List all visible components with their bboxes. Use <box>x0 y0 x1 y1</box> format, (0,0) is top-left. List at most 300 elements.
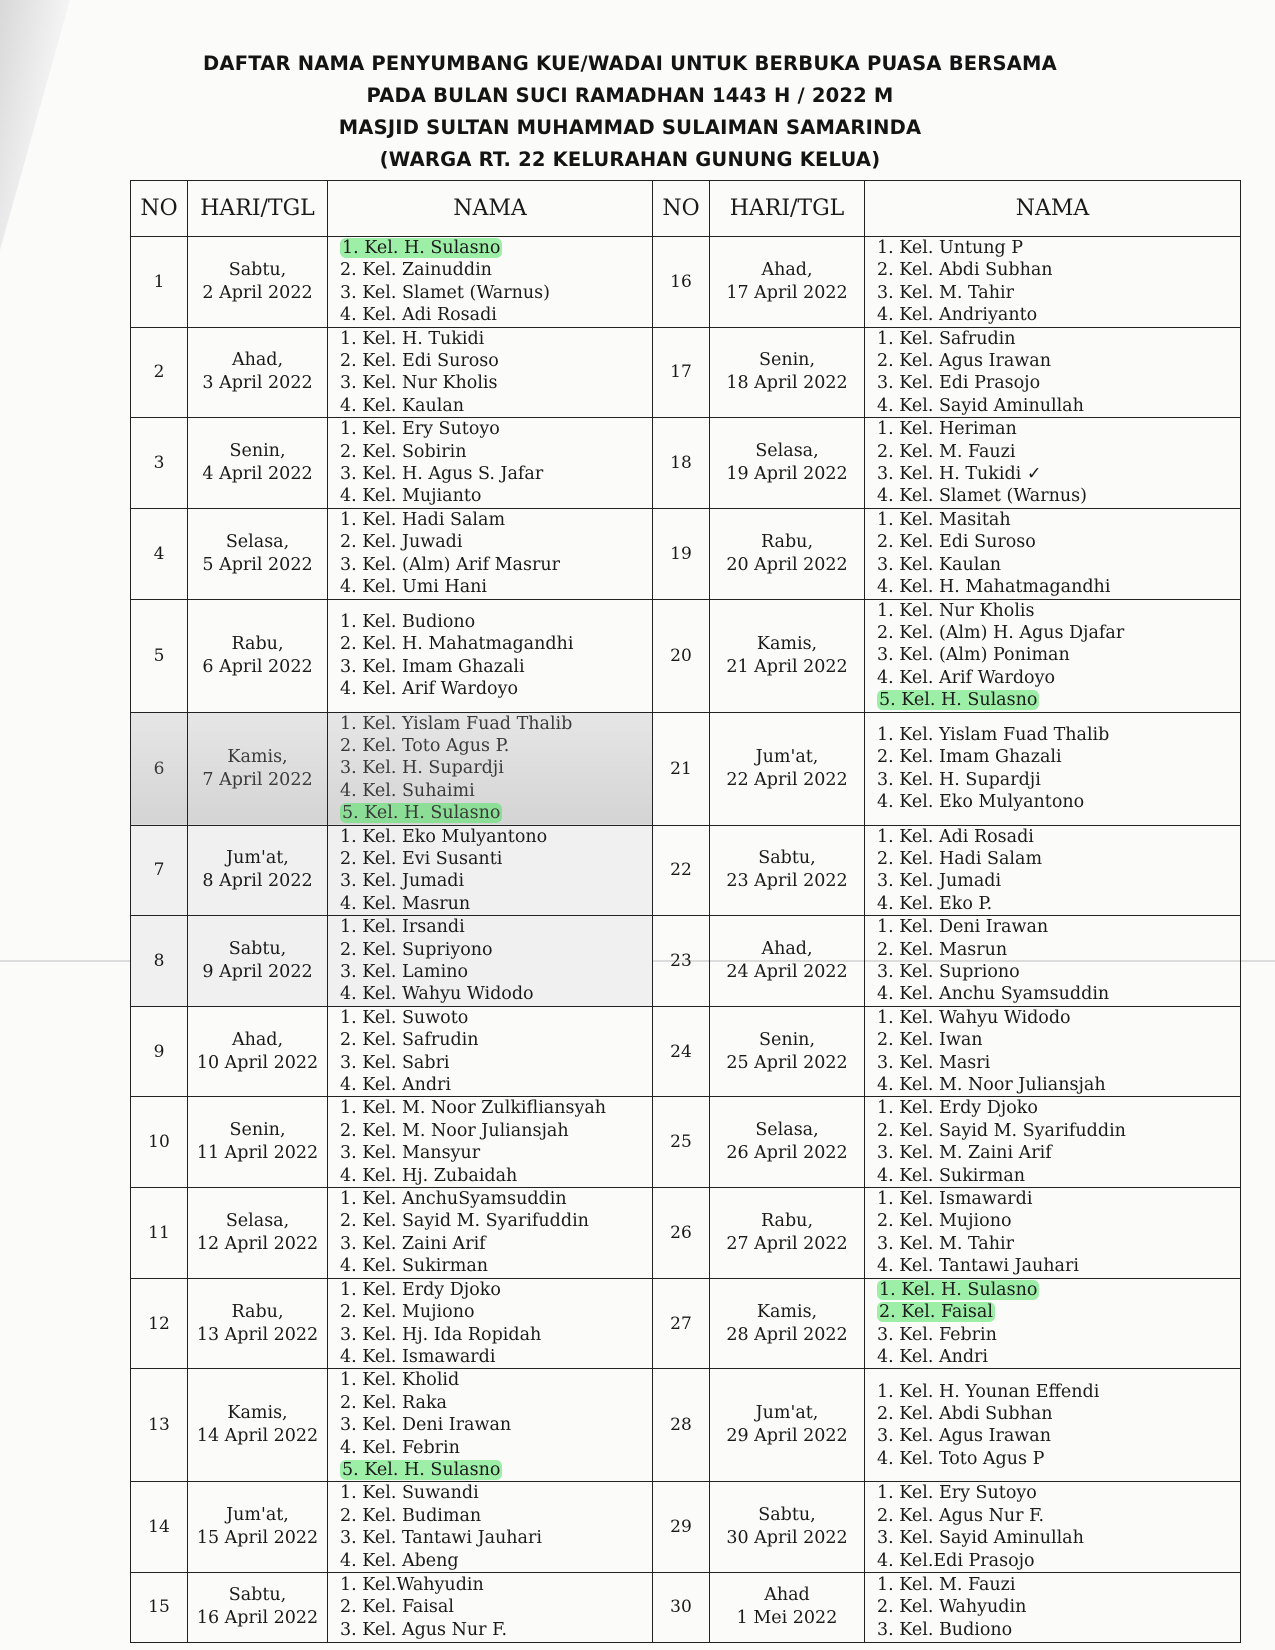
donor-name-text: 1. Kel. Ery Sutoyo <box>877 1483 1037 1504</box>
donor-name <box>877 1619 1240 1641</box>
table-row <box>131 508 1241 599</box>
donor-name-text: 4. Kel. Sukirman <box>340 1256 489 1277</box>
donor-name <box>877 1425 1240 1447</box>
donor-name-text: 2. Kel. Toto Agus P. <box>340 735 510 756</box>
donor-name-text: 3. Kel. M. Tahir <box>877 1233 1014 1254</box>
day-name: Rabu, <box>760 531 814 552</box>
cell-day-date <box>188 1278 328 1369</box>
donor-name <box>340 1369 652 1391</box>
date: 17 April 2022 <box>726 282 848 303</box>
donor-name <box>340 1550 652 1572</box>
cell-day-date <box>710 1097 865 1188</box>
donor-name <box>877 485 1240 507</box>
donor-name-text: 4. Kel. Masrun <box>340 893 471 914</box>
donor-name-text: 4. Kel. Eko Mulyantono <box>877 791 1085 812</box>
donor-name <box>340 1142 652 1164</box>
cell-donor-names <box>865 1369 1241 1482</box>
cell-donor-names <box>328 1278 653 1369</box>
donor-name-text: 4. Kel. M. Noor Juliansjah <box>877 1075 1106 1096</box>
day-name: Selasa, <box>225 531 290 552</box>
cell-day-date <box>188 1572 328 1642</box>
donor-name <box>877 1448 1240 1470</box>
donor-name <box>877 531 1240 553</box>
donor-name <box>340 395 652 417</box>
title-line-4: (WARGA RT. 22 KELURAHAN GUNUNG KELUA) <box>379 148 881 171</box>
cell-donor-names <box>865 916 1241 1007</box>
cell-day-date <box>188 1369 328 1482</box>
col-header-day: HARI/TGL <box>188 181 328 237</box>
cell-day-date <box>710 1369 865 1482</box>
donor-name-text: 2. Kel. Mujiono <box>877 1211 1012 1232</box>
day-name: Kamis, <box>227 1403 288 1424</box>
day-name: Sabtu, <box>228 1585 287 1606</box>
day-name: Kamis, <box>756 633 818 654</box>
cell-donor-names <box>865 237 1241 328</box>
donor-name <box>340 961 652 983</box>
day-name: Ahad, <box>761 259 813 280</box>
donor-name-text: 1. Kel. Yislam Fuad Thalib <box>877 724 1110 745</box>
donor-name-text: 3. Kel. Tantawi Jauhari <box>340 1528 542 1549</box>
day-name: Selasa, <box>755 1120 819 1141</box>
donor-name-text: 3. Kel. Masri <box>877 1052 991 1073</box>
donor-name <box>877 1233 1240 1255</box>
cell-donor-names <box>328 1188 653 1279</box>
donor-name-text: 3. Kel. Hj. Ida Ropidah <box>340 1324 542 1345</box>
date: 21 April 2022 <box>726 656 848 677</box>
donor-name <box>340 1527 652 1549</box>
day-name: Kamis, <box>756 1301 818 1322</box>
donor-name <box>340 1574 652 1596</box>
cell-number: 5 <box>131 599 188 712</box>
donor-name <box>340 576 652 598</box>
cell-number: 16 <box>653 237 710 328</box>
day-name: Rabu, <box>231 1301 284 1322</box>
donor-name <box>340 328 652 350</box>
cell-day-date <box>710 1482 865 1573</box>
cell-donor-names <box>328 712 653 825</box>
donor-name-text: 2. Kel. Evi Susanti <box>340 848 503 869</box>
donor-name <box>877 1165 1240 1187</box>
cell-number: 22 <box>653 825 710 916</box>
donor-name <box>877 1052 1240 1074</box>
donor-name-text: 4. Kel. H. Mahatmagandhi <box>877 577 1111 598</box>
donor-name <box>877 1482 1240 1504</box>
cell-day-date <box>710 1278 865 1369</box>
day-name: Sabtu, <box>758 1505 816 1526</box>
day-name: Jum'at, <box>755 1403 819 1424</box>
day-name: Sabtu, <box>228 259 287 280</box>
cell-number: 29 <box>653 1482 710 1573</box>
title-line-3: MASJID SULTAN MUHAMMAD SULAIMAN SAMARINDA <box>338 116 922 139</box>
cell-number: 8 <box>131 916 188 1007</box>
cell-donor-names <box>328 1572 653 1642</box>
cell-number: 15 <box>131 1572 188 1642</box>
donor-name <box>340 1074 652 1096</box>
donor-name <box>340 1619 652 1641</box>
donor-name-text: 1. Kel. Untung P <box>877 238 1024 258</box>
donor-name <box>340 870 652 892</box>
donor-name-text: 2. Kel. Hadi Salam <box>877 848 1043 869</box>
donor-name-text: 3. Kel. Kaulan <box>877 554 1002 575</box>
date: 18 April 2022 <box>726 373 848 394</box>
cell-day-date <box>188 327 328 418</box>
donor-name <box>340 983 652 1005</box>
date: 15 April 2022 <box>196 1528 319 1549</box>
donor-name <box>340 826 652 848</box>
date: 1 Mei 2022 <box>736 1608 838 1629</box>
date: 12 April 2022 <box>196 1233 319 1254</box>
cell-number: 4 <box>131 508 188 599</box>
cell-number: 17 <box>653 327 710 418</box>
table-row <box>131 237 1241 328</box>
cell-number: 24 <box>653 1006 710 1097</box>
date: 23 April 2022 <box>726 871 848 892</box>
day-name: Jum'at, <box>755 746 819 767</box>
date: 26 April 2022 <box>726 1143 848 1164</box>
cell-day-date <box>710 916 865 1007</box>
table-row <box>131 1006 1241 1097</box>
cell-day-date <box>710 327 865 418</box>
donor-name <box>877 372 1240 394</box>
cell-donor-names <box>328 1482 653 1573</box>
date: 25 April 2022 <box>726 1052 848 1073</box>
table-row <box>131 825 1241 916</box>
donor-name <box>877 1527 1240 1549</box>
day-name: Selasa, <box>755 441 819 462</box>
donor-name-text: 1. Kel. Ery Sutoyo <box>340 419 500 440</box>
donor-name-text: 2. Kel. Raka <box>340 1392 447 1413</box>
donor-name-text: 1. Kel. Masitah <box>877 509 1011 530</box>
donor-name <box>877 826 1240 848</box>
table-row <box>131 1097 1241 1188</box>
table-row <box>131 1572 1241 1642</box>
donor-name <box>877 1188 1240 1210</box>
donor-name <box>877 554 1240 576</box>
donor-name-text: 4. Kel. Suhaimi <box>340 780 475 801</box>
donor-name-text: 3. Kel. Febrin <box>877 1324 997 1345</box>
table-row <box>131 1482 1241 1573</box>
donor-name-text: 4. Kel.Edi Prasojo <box>877 1550 1035 1571</box>
donor-name-text: 2. Kel. Abdi Subhan <box>877 260 1053 281</box>
donor-name <box>877 746 1240 768</box>
donor-name-text: 3. Kel. Agus Irawan <box>877 1426 1051 1447</box>
cell-donor-names <box>865 1188 1241 1279</box>
date: 2 April 2022 <box>202 282 313 303</box>
donor-name <box>877 237 1240 259</box>
donor-name-text: 2. Kel. Mujiono <box>340 1302 475 1323</box>
donor-name-text: 2. Kel. Sayid M. Syarifuddin <box>877 1120 1126 1141</box>
donor-name-text: 4. Kel. Wahyu Widodo <box>340 984 534 1005</box>
cell-day-date <box>188 237 328 328</box>
donor-name-text: 4. Kel. Hj. Zubaidah <box>340 1165 518 1186</box>
donor-name <box>877 644 1240 666</box>
donor-name-text: 2. Kel. Juwadi <box>340 532 463 553</box>
cell-donor-names <box>865 599 1241 712</box>
donor-name-text: 3. Kel. Mansyur <box>340 1143 481 1164</box>
cell-donor-names <box>328 1006 653 1097</box>
cell-donor-names <box>328 1097 653 1188</box>
day-name: Ahad <box>764 1585 810 1606</box>
donor-name <box>340 1301 652 1323</box>
donor-name-text: 4. Kel. Kaulan <box>340 395 465 416</box>
donor-name-text: 4. Kel. Sayid Aminullah <box>877 395 1084 416</box>
donor-name <box>340 372 652 394</box>
donor-name <box>340 780 652 802</box>
col-header-names: NAMA <box>328 181 653 237</box>
donor-name-text: 1. Kel. Heriman <box>877 419 1017 440</box>
donor-name-text: 2. Kel. Sayid M. Syarifuddin <box>340 1211 589 1232</box>
cell-number: 23 <box>653 916 710 1007</box>
date: 8 April 2022 <box>202 871 313 892</box>
donor-name-text: 3. Kel. M. Zaini Arif <box>877 1143 1052 1164</box>
date: 20 April 2022 <box>726 554 848 575</box>
donor-name <box>340 1414 652 1436</box>
date: 27 April 2022 <box>726 1233 848 1254</box>
donor-name <box>340 350 652 372</box>
day-name: Senin, <box>758 350 816 371</box>
cell-donor-names <box>865 508 1241 599</box>
donor-name-text: 4. Kel. Febrin <box>340 1437 460 1458</box>
donor-name-text: 1. Kel. M. Noor Zulkifliansyah <box>340 1098 607 1119</box>
cell-number: 28 <box>653 1369 710 1482</box>
donor-name-text: 3. Kel. Nur Kholis <box>340 373 498 394</box>
cell-day-date <box>188 1188 328 1279</box>
donor-name-text: 2. Kel. Sobirin <box>340 441 467 462</box>
donor-name-text: 2. Kel. H. Mahatmagandhi <box>340 634 574 655</box>
donor-name <box>340 1188 652 1210</box>
cell-donor-names <box>328 825 653 916</box>
donor-name-text: 1. Kel. H. Sulasno <box>342 238 501 258</box>
cell-number: 21 <box>653 712 710 825</box>
donor-name <box>340 1029 652 1051</box>
cell-number: 25 <box>653 1097 710 1188</box>
donor-name <box>877 1574 1240 1596</box>
donor-name <box>877 282 1240 304</box>
date: 28 April 2022 <box>726 1324 848 1345</box>
donor-name-text: 1. Kel. Safrudin <box>877 328 1016 349</box>
date: 19 April 2022 <box>726 464 848 485</box>
donor-name-text: 2. Kel. Abdi Subhan <box>877 1403 1053 1424</box>
donor-name-text: 3. Kel. (Alm) Poniman <box>877 645 1070 666</box>
donor-name-text: 2. Kel. Budiman <box>340 1505 482 1526</box>
donor-name-text: 1. Kel. AnchuSyamsuddin <box>340 1189 567 1210</box>
table-row <box>131 1278 1241 1369</box>
donor-name-text: 1. Kel. Suwoto <box>340 1007 469 1028</box>
date: 11 April 2022 <box>196 1143 319 1164</box>
donor-name <box>340 1052 652 1074</box>
date: 24 April 2022 <box>726 962 848 982</box>
donor-name <box>877 870 1240 892</box>
cell-donor-names <box>328 508 653 599</box>
donor-name <box>340 1279 652 1301</box>
donor-name <box>877 463 1240 485</box>
table-body <box>131 237 1241 1643</box>
cell-day-date <box>710 825 865 916</box>
col-header-names: NAMA <box>865 181 1241 237</box>
donor-name-text: 1. Kel. H. Sulasno <box>879 1279 1038 1300</box>
donor-name <box>877 1279 1240 1301</box>
donor-name-text: 4. Kel. Toto Agus P <box>877 1448 1045 1469</box>
donor-name <box>340 509 652 531</box>
donor-name <box>340 1392 652 1414</box>
cell-donor-names <box>865 712 1241 825</box>
donor-name <box>340 1482 652 1504</box>
donor-name-text: 3. Kel. Jumadi <box>340 871 465 892</box>
donor-name <box>877 769 1240 791</box>
donor-name <box>340 1210 652 1232</box>
donor-name-text: 1. Kel.Wahyudin <box>340 1574 484 1595</box>
page-fold-corner <box>0 0 70 250</box>
donor-name <box>877 1324 1240 1346</box>
donor-name-text: 4. Kel. Slamet (Warnus) <box>877 486 1087 507</box>
table-row <box>131 327 1241 418</box>
cell-number: 26 <box>653 1188 710 1279</box>
donor-name <box>340 1346 652 1368</box>
donor-name-text: 1. Kel. Deni Irawan <box>877 917 1049 938</box>
donor-name-text: 3. Kel. (Alm) Arif Masrur <box>340 554 560 575</box>
donor-name <box>877 1596 1240 1618</box>
donor-name-text: 1. Kel. Hadi Salam <box>340 509 506 530</box>
day-name: Ahad, <box>761 939 813 959</box>
table-row <box>131 599 1241 712</box>
donor-name-text: 2. Kel. Agus Irawan <box>877 351 1051 372</box>
donor-name <box>877 395 1240 417</box>
donor-name-text: 4. Kel. Arif Wardoyo <box>340 678 519 699</box>
donor-name-text: 1. Kel. H. Younan Effendi <box>877 1381 1100 1402</box>
donor-name-text: 3. Kel. Sabri <box>340 1052 450 1073</box>
donor-name <box>340 1324 652 1346</box>
donor-name <box>877 916 1240 938</box>
donor-name-text: 2. Kel. (Alm) H. Agus Djafar <box>877 622 1125 643</box>
cell-day-date <box>188 712 328 825</box>
donor-name <box>340 282 652 304</box>
table-row <box>131 1188 1241 1279</box>
donor-name-text: 2. Kel. Masrun <box>877 939 1008 960</box>
donor-name-text: 4. Kel. Ismawardi <box>340 1346 496 1367</box>
cell-number: 18 <box>653 418 710 509</box>
date: 29 April 2022 <box>726 1426 848 1447</box>
donor-name <box>340 611 652 633</box>
donor-name-text: 3. Kel. Lamino <box>340 962 468 982</box>
donor-name-text: 2. Kel. M. Noor Juliansjah <box>340 1120 569 1141</box>
cell-day-date <box>188 599 328 712</box>
donor-name <box>340 1505 652 1527</box>
donor-name <box>340 656 652 678</box>
donor-name-text: 2. Kel. Safrudin <box>340 1030 479 1051</box>
donor-name <box>877 689 1240 711</box>
donor-name <box>340 1255 652 1277</box>
cell-number: 19 <box>653 508 710 599</box>
day-name: Senin, <box>229 441 286 462</box>
donor-name-text: 4. Kel. Mujianto <box>340 486 482 507</box>
donor-name <box>877 418 1240 440</box>
donor-name <box>877 1255 1240 1277</box>
cell-donor-names <box>865 1572 1241 1642</box>
donor-name-text: 1. Kel. Adi Rosadi <box>877 826 1034 847</box>
cell-number: 2 <box>131 327 188 418</box>
donor-name <box>340 259 652 281</box>
donor-name <box>877 893 1240 915</box>
date: 10 April 2022 <box>196 1052 319 1073</box>
donor-name <box>340 485 652 507</box>
cell-donor-names <box>328 1369 653 1482</box>
donor-name <box>340 441 652 463</box>
title-line-1: DAFTAR NAMA PENYUMBANG KUE/WADAI UNTUK BERBUKA PUASA BERSAMA <box>203 52 1057 75</box>
day-name: Ahad, <box>231 350 284 371</box>
donor-name <box>877 509 1240 531</box>
donor-name <box>877 961 1240 983</box>
date: 5 April 2022 <box>202 554 313 575</box>
donor-name-text: 4. Kel. Andriyanto <box>877 305 1038 326</box>
date: 14 April 2022 <box>196 1426 319 1447</box>
date: 16 April 2022 <box>196 1608 319 1629</box>
donor-name-text: 3. Kel. Jumadi <box>877 871 1002 892</box>
donor-name <box>340 802 652 824</box>
donor-name <box>340 678 652 700</box>
date: 22 April 2022 <box>726 769 848 790</box>
day-name: Ahad, <box>231 1029 284 1050</box>
table-header-row <box>131 181 1241 237</box>
cell-day-date <box>188 916 328 1007</box>
donor-name-text: 2. Kel. Zainuddin <box>340 260 492 281</box>
donor-name-text: 3. Kel. H. Agus S. Jafar <box>340 464 544 485</box>
date: 7 April 2022 <box>202 769 313 790</box>
donor-name <box>340 1097 652 1119</box>
donor-name-text: 2. Kel. Supriyono <box>340 939 493 960</box>
cell-donor-names <box>865 1097 1241 1188</box>
donor-name-text: 3. Kel. Budiono <box>877 1619 1013 1640</box>
donor-name <box>877 667 1240 689</box>
donor-name-text: 2. Kel. M. Fauzi <box>877 441 1016 462</box>
donor-name <box>340 1165 652 1187</box>
date: 3 April 2022 <box>202 373 313 394</box>
col-header-no: NO <box>653 181 710 237</box>
cell-number: 1 <box>131 237 188 328</box>
donor-name <box>877 1403 1240 1425</box>
donor-name <box>340 939 652 961</box>
donor-name-text: 1. Kel. Yislam Fuad Thalib <box>340 713 573 734</box>
cell-day-date <box>188 1097 328 1188</box>
donor-name-text: 1. Kel. Irsandi <box>340 917 465 938</box>
donor-name <box>340 554 652 576</box>
day-name: Jum'at, <box>226 848 289 869</box>
donor-name <box>877 259 1240 281</box>
donor-name <box>877 791 1240 813</box>
donor-name <box>340 463 652 485</box>
donor-name <box>340 1007 652 1029</box>
donor-name-text: 4. Kel. Andri <box>340 1075 452 1096</box>
cell-day-date <box>188 508 328 599</box>
donor-name-text: 1. Kel. Erdy Djoko <box>877 1098 1038 1119</box>
donor-name-text: 2. Kel. Iwan <box>877 1030 983 1051</box>
donor-name <box>877 576 1240 598</box>
donor-name <box>877 1505 1240 1527</box>
donor-name <box>340 531 652 553</box>
cell-donor-names <box>865 825 1241 916</box>
donor-name <box>877 1346 1240 1368</box>
donor-name <box>877 622 1240 644</box>
day-name: Senin, <box>229 1120 286 1141</box>
donor-name-text: 2. Kel. Faisal <box>340 1597 454 1618</box>
donor-name-text: 4. Kel. Eko P. <box>877 893 993 914</box>
cell-number: 3 <box>131 418 188 509</box>
donor-name-text: 1. Kel. Suwandi <box>340 1483 479 1504</box>
cell-donor-names <box>328 418 653 509</box>
cell-day-date <box>188 1482 328 1573</box>
cell-number: 13 <box>131 1369 188 1482</box>
cell-number: 14 <box>131 1482 188 1573</box>
donor-name-text: 5. Kel. H. Sulasno <box>879 690 1038 711</box>
